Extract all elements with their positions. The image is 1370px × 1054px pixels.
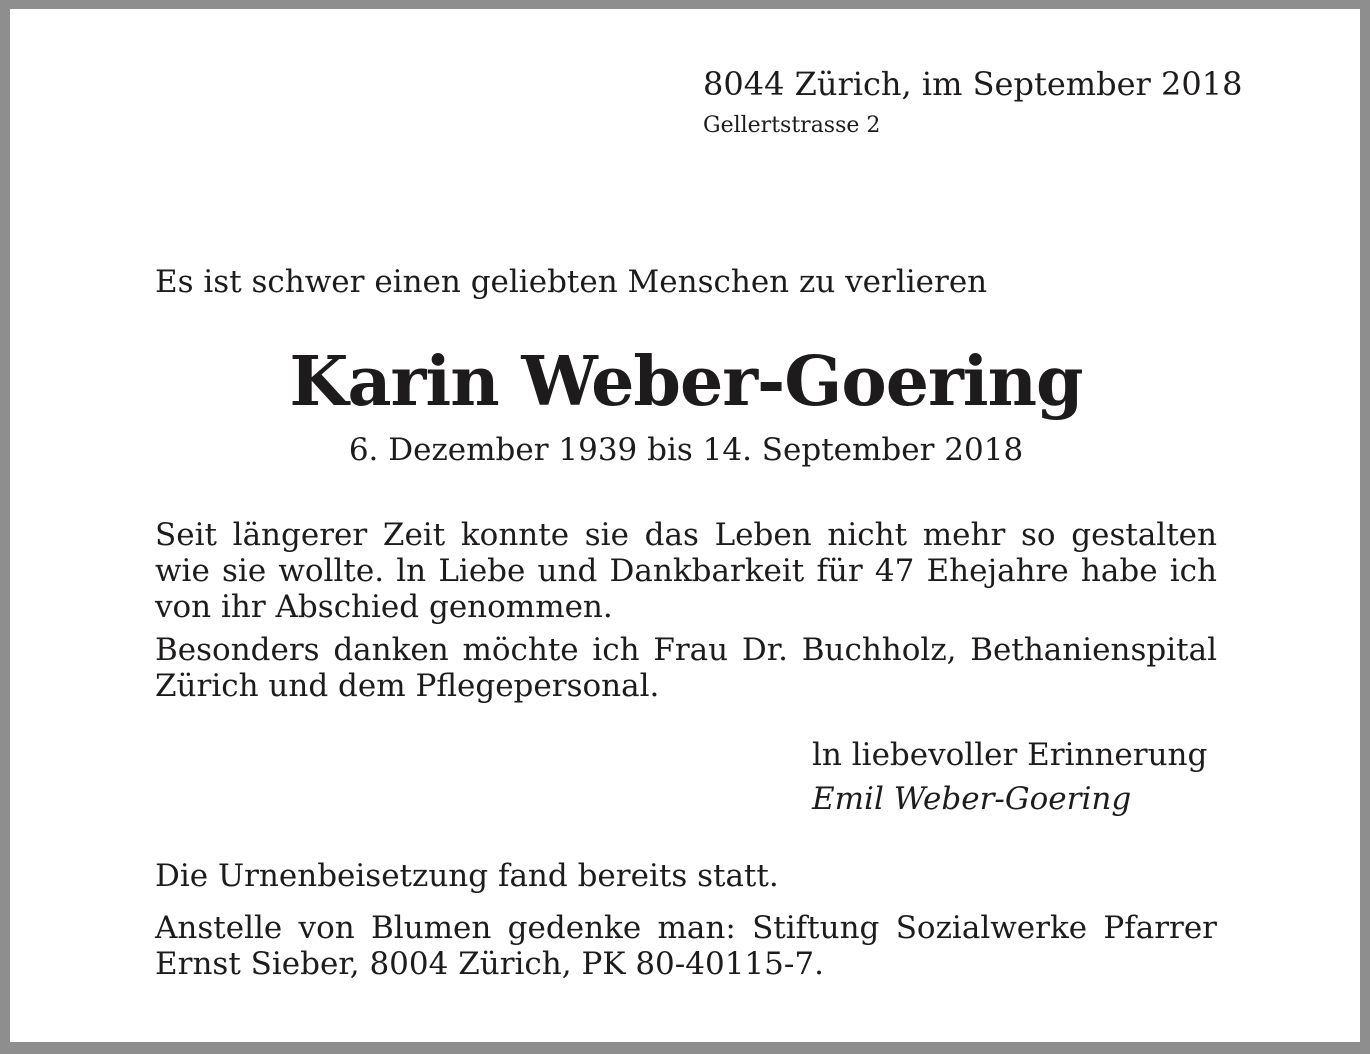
burial-note: Die Urnenbeisetzung fand bereits statt. (155, 858, 779, 894)
donation-note: Anstelle von Blumen gedenke man: Stiftung Sozialwerke Pfarrer Ernst Sieber, 8004 Zürich, PK 80-40115-7. (155, 910, 1217, 982)
body-paragraph-2: Besonders danken möchte ich Frau Dr. Buchholz, Bethanienspital Zürich und dem Pflegepersonal. (155, 632, 1217, 704)
closing-phrase: ln liebevoller Erinnerung (812, 737, 1208, 773)
street-address: Gellertstrasse 2 (703, 113, 881, 138)
deceased-name: Karin Weber-Goering (289, 342, 1083, 422)
place-date-line: 8044 Zürich, im September 2018 (703, 65, 1243, 103)
body-paragraph-1: Seit längerer Zeit konnte sie das Leben nicht mehr so gestalten wie sie wollte. ln Liebe und Dankbarkeit für 47 Ehejahre habe ich von ihr Abschied genommen. (155, 517, 1217, 625)
life-dates: 6. Dezember 1939 bis 14. September 2018 (348, 432, 1024, 468)
intro-line: Es ist schwer einen geliebten Menschen zu verlieren (155, 264, 988, 300)
signer-name: Emil Weber-Goering (812, 781, 1132, 817)
